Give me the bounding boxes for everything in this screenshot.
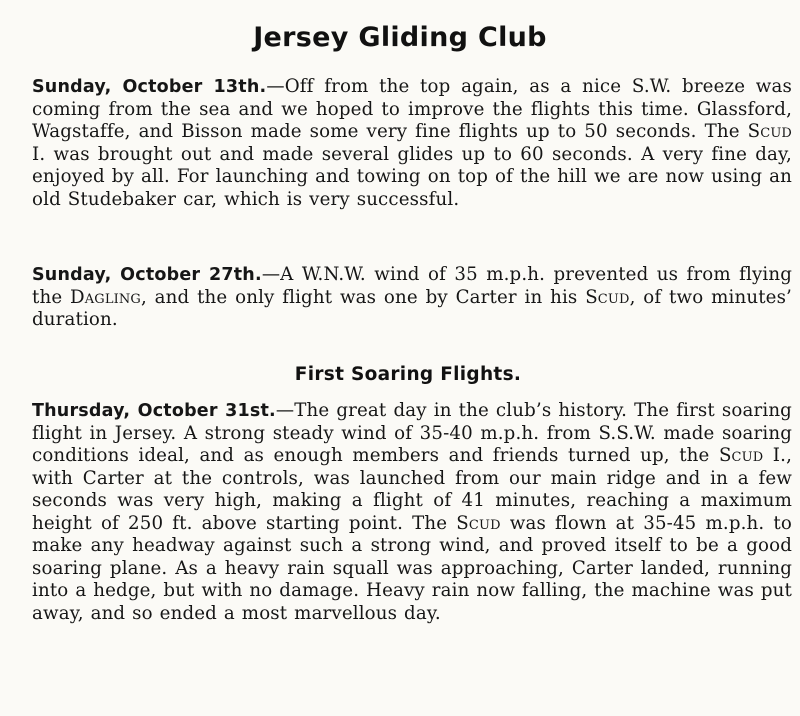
entry-text: , of two minutes’ duration.: [32, 286, 792, 330]
entry-october-31: [32, 400, 792, 625]
entry-text: —Off from the top again, as a nice S.W. breeze was coming from the sea and we hoped to improve the flights this time. Glassford, Wagstaffe, and Bisson made some very fine flights up to 50 seconds. The: [32, 76, 792, 142]
entry-text: was flown at 35-45 m.p.h. to make any headway against such a strong wind, and proved itself to be a good soaring plane. As a heavy rain squall was approaching, Carter landed, running into a hedge, but with no damage. Heavy rain now falling, the machine was put away, and so ended a most marvellous day.: [32, 512, 792, 624]
section-subheading: First Soaring Flights.: [294, 364, 522, 385]
entry-date: Thursday, October 31st.: [32, 401, 276, 421]
entry-text: —A W.N.W. wind of 35 m.p.h. prevented us from flying the: [32, 264, 793, 308]
entry-october-13: [32, 76, 792, 211]
entry-text: I., with Carter at the controls, was launched from our main ridge and in a few seconds was very high, making a flight of 41 minutes, reaching a maximum height of 250 ft. above starting point. The: [32, 445, 792, 534]
entry-text: , and the only flight was one by Carter in his: [140, 286, 586, 308]
aircraft-name: Dagling: [70, 286, 141, 308]
aircraft-name: Scud: [456, 512, 501, 534]
aircraft-name: Scud: [718, 445, 764, 466]
entry-date: Sunday, October 13th.: [32, 77, 267, 97]
aircraft-name: Scud: [585, 286, 630, 308]
entry-october-27: [32, 264, 792, 332]
article-title: Jersey Gliding Club: [253, 22, 547, 53]
entry-text: —The great day in the club’s history. The first soaring flight in Jersey. A strong steady wind of 35-40 m.p.h. from S.S.W. made soaring conditions ideal, and as enough members and friends turned up, the: [32, 400, 792, 466]
aircraft-name: Scud: [747, 121, 792, 142]
entry-date: Sunday, October 27th.: [32, 265, 262, 285]
entry-text: I. was brought out and made several glides up to 60 seconds. A very fine day, enjoyed by all. For launching and towing on top of the hill we are now using an old Studebaker car, which is very successful.: [32, 143, 792, 210]
